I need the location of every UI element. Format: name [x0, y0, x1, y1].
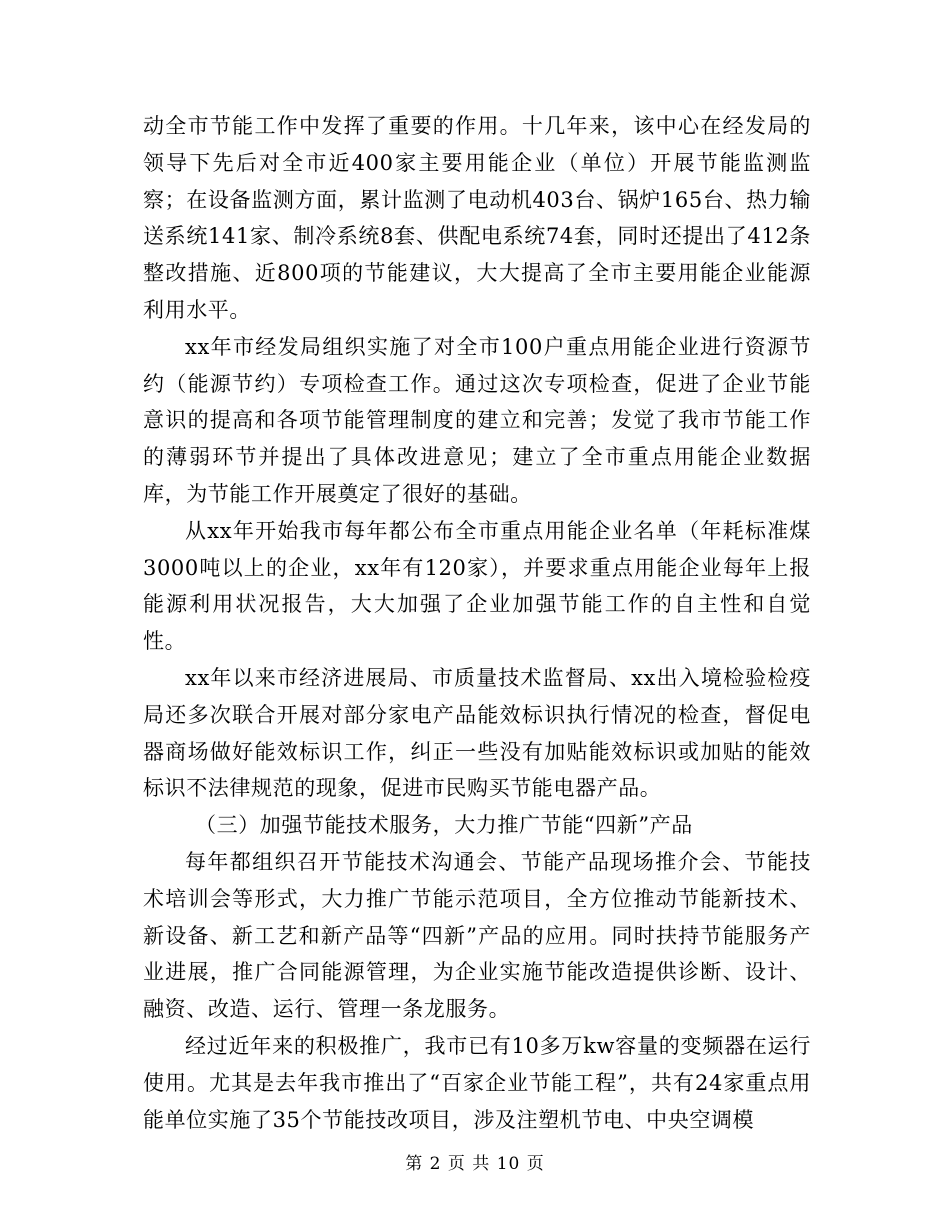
- section-heading-three: （三）加强节能技术服务，大力推广节能“四新”产品: [195, 813, 693, 838]
- paragraph-key-enterprise-list: 从xx年开始我市每年都公布全市重点用能企业名单（年耗标准煤3000吨以上的企业，xx年有120家），并要求重点用能企业每年上报能源利用状况报告，大大加强了企业加强节能工作的自主性和自觉性。: [143, 518, 811, 654]
- document-body: [143, 108, 811, 1138]
- paragraph-technical-services: 每年都组织召开节能技术沟通会、节能产品现场推介会、节能技术培训会等形式，大力推广节能示范项目，全方位推动节能新技术、新设备、新工艺和新产品等“四新”产品的应用。同时扶持节能服务产业进展，推广合同能源管理，为企业实施节能改造提供诊断、设计、融资、改造、运行、管理一条龙服务。: [143, 849, 811, 1022]
- paragraph-special-inspection: xx年市经发局组织实施了对全市100户重点用能企业进行资源节约（能源节约）专项检查工作。通过这次专项检查，促进了企业节能意识的提高和各项节能管理制度的建立和完善；发觉了我市节能工作的薄弱环节并提出了具体改进意见；建立了全市重点用能企业数据库，为节能工作开展奠定了很好的基础。: [143, 334, 811, 506]
- page-number-footer: 第 2 页 共 10 页: [405, 1154, 545, 1174]
- paragraph-energy-label-inspection: xx年以来市经济进展局、市质量技术监督局、xx出入境检验检疫局还多次联合开展对部分家电产品能效标识执行情况的检查，督促电器商场做好能效标识工作，纠正一些没有加贴能效标识或加贴的能效标识不法律规范的现象，促进市民购买节能电器产品。: [143, 665, 811, 801]
- paragraph-promotion-results: 经过近年来的积极推广，我市已有10多万kw容量的变频器在运行使用。尤其是去年我市推出了“百家企业节能工程”，共有24家重点用能单位实施了35个节能技改项目，涉及注塑机节电、中央空调模: [143, 1033, 811, 1132]
- paragraph-continuation: 动全市节能工作中发挥了重要的作用。十几年来，该中心在经发局的领导下先后对全市近400家主要用能企业（单位）开展节能监测监察；在设备监测方面，累计监测了电动机403台、锅炉165台、热力输送系统141家、制冷系统8套、供配电系统74套，同时还提出了412条整改措施、近800项的节能建议，大大提高了全市主要用能企业能源利用水平。: [143, 114, 811, 322]
